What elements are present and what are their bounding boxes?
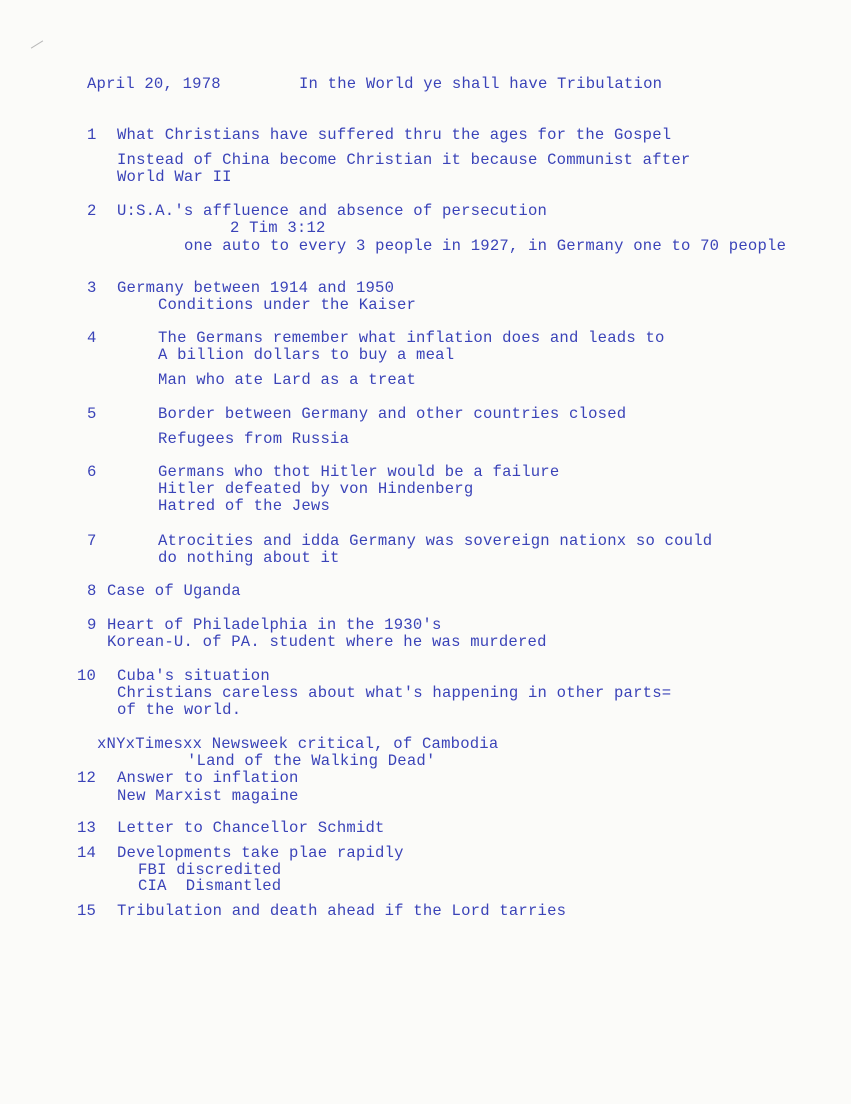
item-number: 9 [87,616,97,634]
item-line: of the world. [117,701,242,719]
item-number: 1 [87,126,97,144]
item-number: 4 [87,329,97,347]
item-line: Hatred of the Jews [158,497,331,515]
item-line: CIA Dismantled [138,877,282,895]
item-line: one auto to every 3 people in 1927, in Germany one to 70 people [184,237,787,255]
item-line: Germany between 1914 and 1950 [117,279,395,297]
item-line: Heart of Philadelphia in the 1930's [107,616,442,634]
item-line: What Christians have suffered thru the ages for the Gospel [117,126,672,144]
item-line: Cuba's situation [117,667,270,685]
item-number: 12 [77,769,97,787]
item-line: New Marxist magaine [117,787,299,805]
item-line: Tribulation and death ahead if the Lord tarries [117,902,567,920]
item-number: 7 [87,532,97,550]
pencil-mark [31,40,43,48]
item-line: Developments take plae rapidly [117,844,404,862]
item-line: Instead of China become Christian it because Communist after [117,151,691,169]
item-line: Refugees from Russia [158,430,350,448]
item-number: 3 [87,279,97,297]
document-date: April 20, 1978 [87,75,221,93]
item-line: 2 Tim 3:12 [230,219,326,237]
item-line: Korean-U. of PA. student where he was murdered [107,633,547,651]
item-line: Answer to inflation [117,769,299,787]
item-line: Germans who thot Hitler would be a failure [158,463,560,481]
item-line: do nothing about it [158,549,340,567]
item-line: Christians careless about what's happening in other parts= [117,684,672,702]
item-line: Atrocities and idda Germany was sovereign nationx so could [158,532,713,550]
item-line: World War II [117,168,232,186]
item-line: U:S.A.'s affluence and absence of persecution [117,202,548,220]
item-line: 'Land of the Walking Dead' [187,752,436,770]
item-line: Case of Uganda [107,582,241,600]
item-line: xNYxTimesxx Newsweek critical, of Cambodia [97,735,499,753]
item-line: The Germans remember what inflation does and leads to [158,329,665,347]
item-line: Hitler defeated by von Hindenberg [158,480,474,498]
item-line: Man who ate Lard as a treat [158,371,417,389]
item-line: FBI discredited [138,861,282,879]
item-line: Conditions under the Kaiser [158,296,417,314]
item-number: 14 [77,844,97,862]
item-line: Letter to Chancellor Schmidt [117,819,385,837]
item-number: 8 [87,582,97,600]
item-number: 10 [77,667,97,685]
item-line: Border between Germany and other countries closed [158,405,627,423]
document-title: In the World ye shall have Tribulation [299,75,663,93]
item-number: 13 [77,819,97,837]
item-number: 15 [77,902,97,920]
item-number: 5 [87,405,97,423]
item-number: 6 [87,463,97,481]
item-line: A billion dollars to buy a meal [158,346,455,364]
item-number: 2 [87,202,97,220]
